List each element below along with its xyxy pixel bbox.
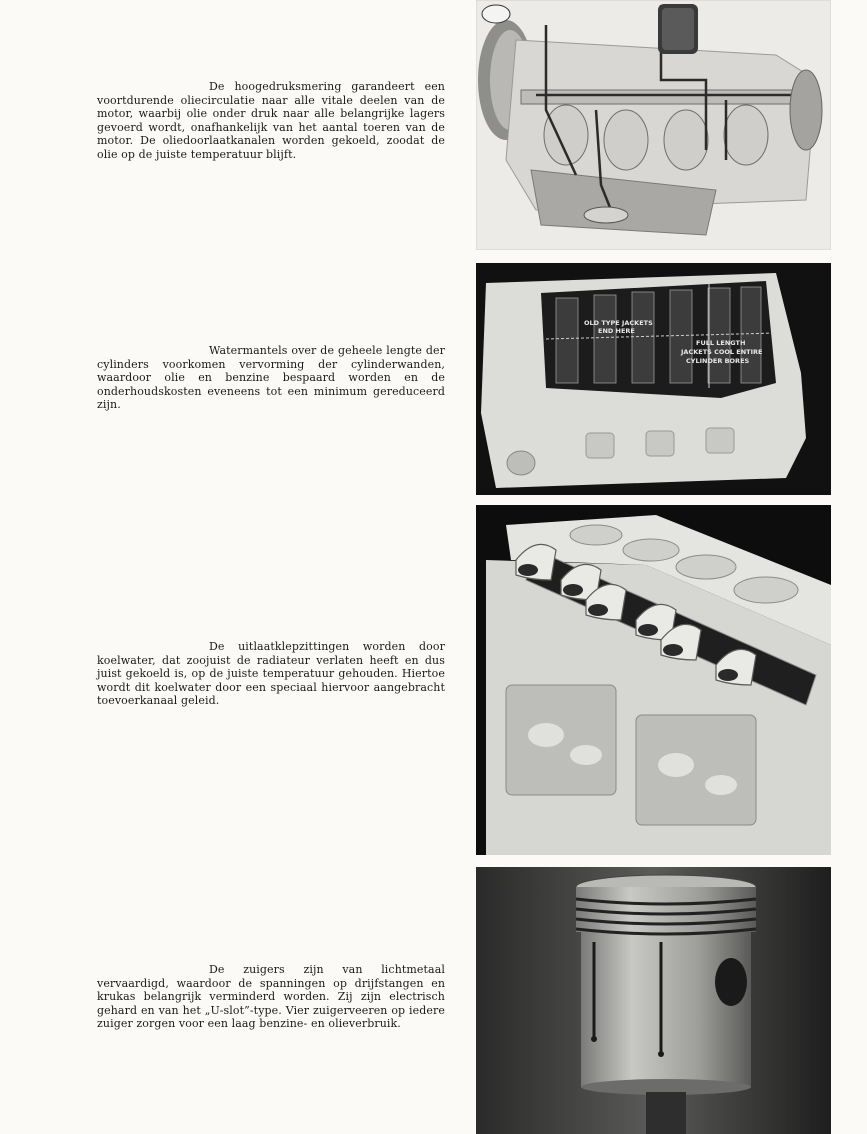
label-full-length-1: FULL LENGTH <box>696 339 746 347</box>
label-old-jackets-1: OLD TYPE JACKETS <box>584 319 653 327</box>
label-old-jackets-2: END HERE <box>598 327 635 335</box>
piston-image <box>476 867 831 1134</box>
label-full-length-3: CYLINDER BORES <box>686 357 750 365</box>
engine-lubrication-image <box>476 0 831 250</box>
caption-pistons: De zuigers zijn van lichtmetaal vervaardigd, waardoor de spanningen op drijfstangen en krukas belangrijk verminderd worden. Zij zijn electrisch gehard en van het „U-slot”-type. Vier zuigerveeren op iedere zuiger zorgen voor een laag benzine- en olieverbruik. <box>97 963 445 1031</box>
label-full-length-2: JACKETS COOL ENTIRE <box>681 348 763 356</box>
caption-lubrication: De hoogedruksmering garandeert een voortdurende oliecirculatie naar alle vitale deelen van de motor, waarbij olie onder druk naar alle belangrijke lagers gevoerd wordt, onafhankelijk van het aantal toeren van de motor. De oliedoorlaatkanalen worden gekoeld, zoodat de olie op de juiste temperatuur blijft. <box>97 80 445 161</box>
cylinder-block-image <box>476 263 831 495</box>
caption-water-jackets: Watermantels over de geheele lengte der cylinders voorkomen vervorming der cylinderwanden, waardoor olie en benzine bespaard worden en de onderhoudskosten eveneens tot een minimum gereduceerd zijn. <box>97 344 445 412</box>
exhaust-valve-block-image <box>476 505 831 855</box>
caption-exhaust-valves: De uitlaatklepzittingen worden door koelwater, dat zoojuist de radiateur verlaten heeft en dus juist gekoeld is, op de juiste temperatuur gehouden. Hiertoe wordt dit koelwater door een speciaal hiervoor aangebracht toevoerkanaal geleid. <box>97 640 445 708</box>
